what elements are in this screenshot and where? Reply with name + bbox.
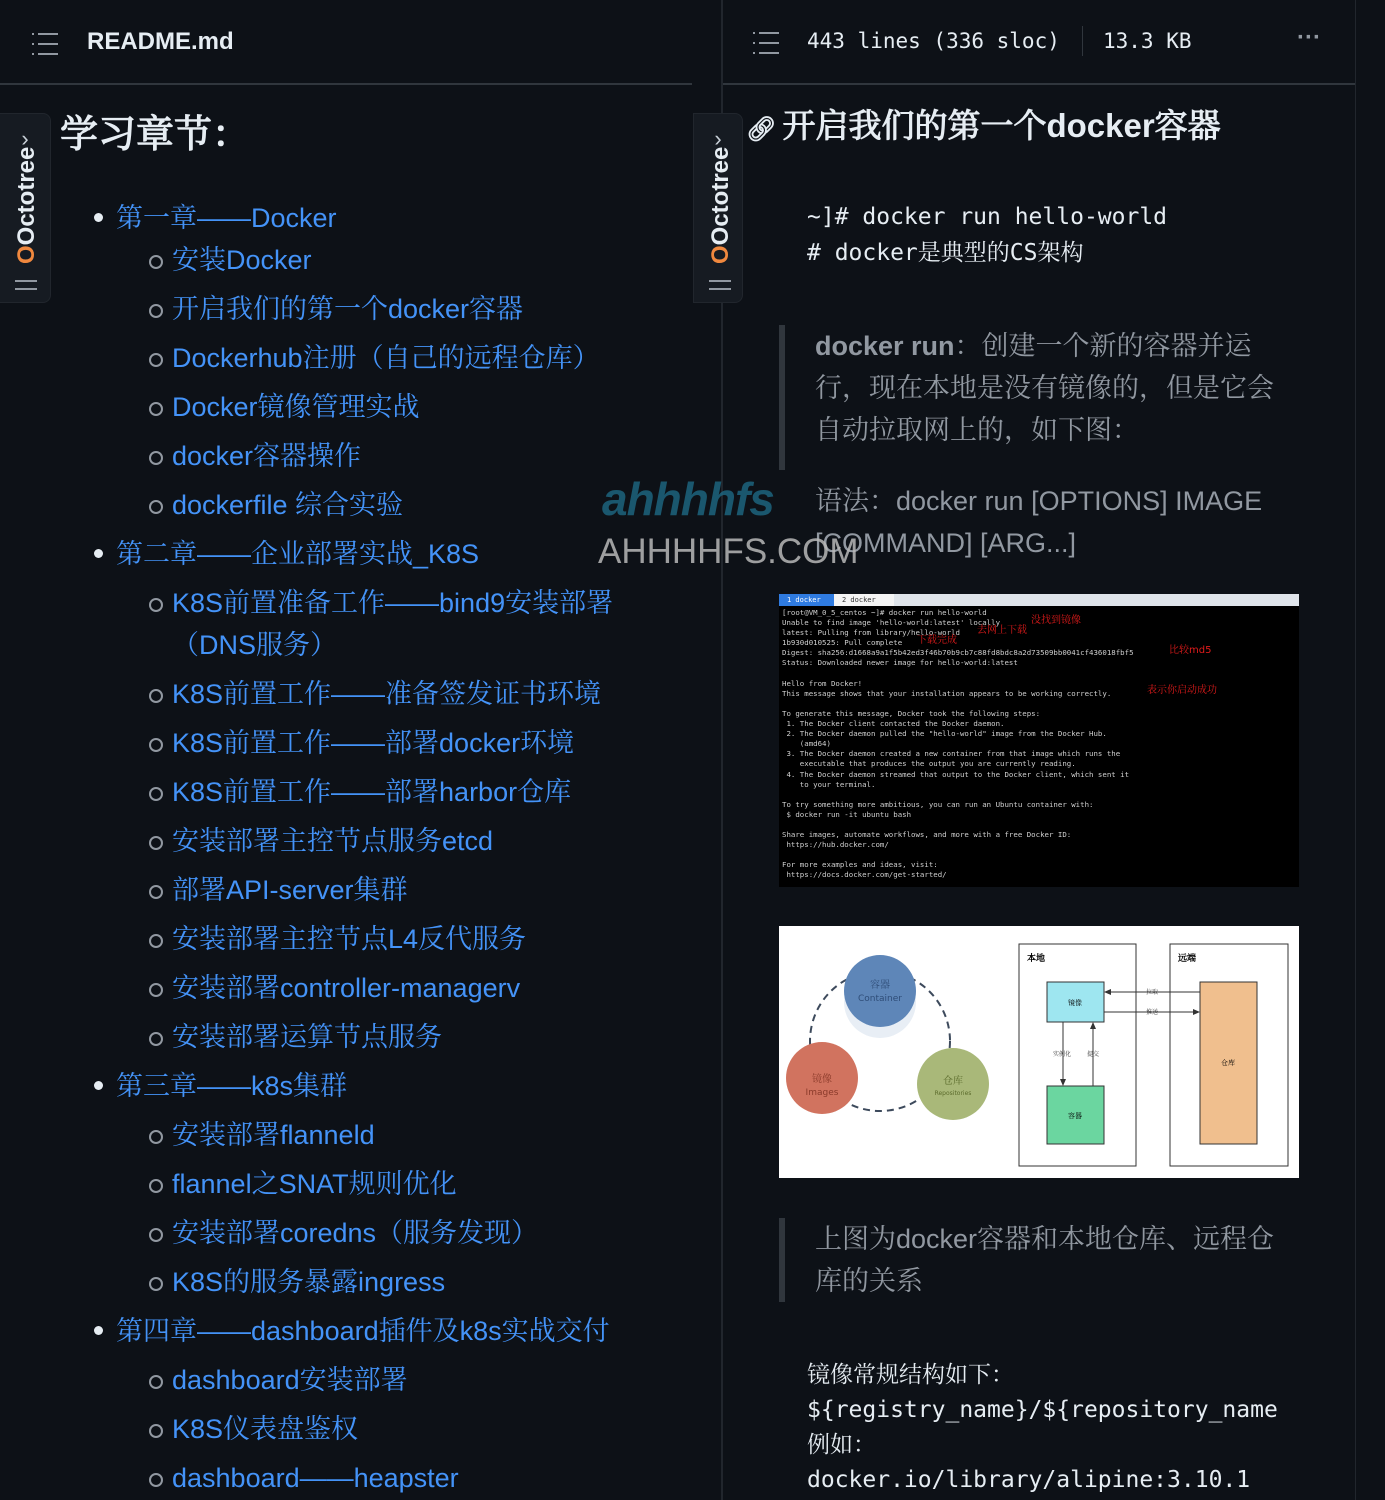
annotation: 下载完成 bbox=[917, 635, 957, 646]
section-item bbox=[60, 582, 700, 666]
section-item bbox=[60, 869, 700, 911]
terminal-output: [root@VM_0_5_centos ~]# docker run hello-world Unable to find image 'hello-world:latest' locally latest: Pulling from library/hello-world 1b930d010525: Pull complete Digest: sha256:d1668a9a1f5b42ed3f46b70b9cb7c88fd8bdc8a2d73509bb0041cf436018fbf5 Status: Downloaded newer image for hello-world:latest Hello from Docker! This message shows that your installation appears to be working correctly. To generate this message, Docker took the following steps: 1. The Docker client contacted the Docker daemon. 2. The Docker daemon pulled the "hello-world" image from the Docker Hub. (amd64) 3. The Docker daemon created a new container from that image which runs the executable that produces the output you are currently reading. 4. The Docker daemon streamed that output to the Docker client, which sent it to your terminal. To try something more ambitious, you can run an Ubuntu container with: $ docker run -it ubuntu bash Share images, automate workflows, and more with a free Docker ID: https://hub.docker.com/ For more examples and ideas, visit: https://docs.docker.com/get-started/ bbox=[782, 608, 1134, 880]
terminal-tab: 2 docker bbox=[834, 594, 894, 606]
chevron-right-icon: › bbox=[714, 126, 722, 151]
link-anchor-icon[interactable]: 🔗︎ bbox=[746, 116, 777, 143]
chapter-link[interactable]: 第二章——企业部署实战_K8S bbox=[116, 539, 480, 569]
section-item bbox=[60, 435, 700, 477]
section-link[interactable]: Docker镜像管理实战 bbox=[172, 392, 420, 422]
section-item bbox=[60, 771, 700, 813]
chapter-link[interactable]: 第三章——k8s集群 bbox=[116, 1071, 348, 1101]
annotation: 比较md5 bbox=[1169, 645, 1212, 656]
more-options-button[interactable]: ··· bbox=[1297, 24, 1321, 51]
code-line: ~]# docker run hello-world bbox=[807, 204, 1168, 230]
octotree-label: OOctotree bbox=[13, 146, 40, 264]
section-link[interactable]: flannel之SNAT规则优化 bbox=[172, 1169, 457, 1199]
section-item bbox=[60, 1359, 700, 1401]
section-link[interactable]: K8S前置工作——部署harbor仓库 bbox=[172, 777, 572, 807]
section-link[interactable]: Dockerhub注册（自己的远程仓库） bbox=[172, 343, 600, 373]
section-item bbox=[60, 1163, 700, 1205]
code-line: ${registry_name}/${repository_name bbox=[807, 1397, 1278, 1423]
outline-icon[interactable] bbox=[32, 33, 58, 55]
file-lines-info: 443 lines (336 sloc) bbox=[807, 29, 1060, 53]
quote-text: 上图为docker容器和本地仓库、远程仓库的关系 bbox=[815, 1224, 1275, 1296]
section-link[interactable]: 安装Docker bbox=[172, 245, 312, 275]
label: 镜像 bbox=[812, 1074, 832, 1085]
annotation: 表示你启动成功 bbox=[1147, 685, 1217, 696]
label: 容器 bbox=[870, 980, 890, 991]
divider bbox=[1082, 26, 1083, 56]
section-link[interactable]: 安装部署coredns（服务发现） bbox=[172, 1218, 539, 1248]
container-circle bbox=[844, 955, 916, 1027]
section-item bbox=[60, 1016, 700, 1058]
terminal-tab: 1 docker bbox=[779, 594, 834, 606]
file-title: README.md bbox=[87, 28, 234, 55]
section-link[interactable]: K8S前置准备工作——bind9安装部署（DNS服务） bbox=[172, 588, 614, 660]
section-link[interactable]: dashboard——heapster bbox=[172, 1463, 459, 1493]
section-link[interactable]: dashboard安装部署 bbox=[172, 1365, 408, 1395]
section-link[interactable]: 安装部署主控节点服务etcd bbox=[172, 826, 494, 856]
section-link[interactable]: 安装部署主控节点L4反代服务 bbox=[172, 924, 527, 954]
section-link[interactable]: 安装部署controller-managerv bbox=[172, 973, 521, 1003]
label: 提交 bbox=[1086, 1051, 1100, 1058]
section-item bbox=[60, 1212, 700, 1254]
section-link[interactable]: K8S前置工作——部署docker环境 bbox=[172, 728, 575, 758]
section-link[interactable]: 安装部署flanneld bbox=[172, 1120, 375, 1150]
code-block-2 bbox=[807, 1358, 1278, 1498]
section-item bbox=[60, 1408, 700, 1450]
section-link[interactable]: dockerfile 综合实验 bbox=[172, 490, 404, 520]
label: Container bbox=[858, 994, 902, 1004]
label: Repositories bbox=[934, 1090, 972, 1097]
section-item bbox=[60, 1457, 700, 1499]
menu-icon bbox=[709, 280, 731, 290]
chapter-link[interactable]: 第四章——dashboard插件及k8s实战交付 bbox=[116, 1316, 610, 1346]
octotree-label: OOctotree bbox=[707, 146, 734, 264]
docker-architecture-diagram bbox=[779, 926, 1299, 1178]
blockquote-1 bbox=[779, 325, 1299, 470]
scrollbar[interactable] bbox=[1355, 0, 1385, 1500]
section-item bbox=[60, 239, 700, 281]
section-item bbox=[60, 820, 700, 862]
code-line: # docker是典型的CS架构 bbox=[807, 240, 1084, 266]
section-link[interactable]: K8S的服务暴露ingress bbox=[172, 1267, 446, 1297]
right-file-header bbox=[723, 0, 1355, 85]
annotation: 没找到镜像 bbox=[1031, 615, 1081, 626]
label: 容器 bbox=[1068, 1112, 1082, 1120]
annotation: 去网上下载 bbox=[977, 625, 1027, 636]
outline-icon[interactable] bbox=[753, 32, 779, 54]
chapter-list bbox=[60, 197, 700, 1499]
label: 仓库 bbox=[1221, 1059, 1235, 1067]
watermark-text: AHHHHFS.COM bbox=[598, 532, 859, 571]
doc-heading: 🔗︎ 开启我们的第一个docker容器 bbox=[746, 107, 1221, 144]
quote-bold: docker run bbox=[815, 331, 955, 361]
label: 拉取 bbox=[1145, 989, 1159, 996]
section-item bbox=[60, 967, 700, 1009]
section-link[interactable]: K8S前置工作——准备签发证书环境 bbox=[172, 679, 602, 709]
label: 实例化 bbox=[1052, 1051, 1072, 1058]
chapter-item bbox=[60, 1310, 700, 1352]
menu-icon bbox=[15, 280, 37, 290]
label: 镜像 bbox=[1068, 999, 1082, 1007]
blockquote-2 bbox=[779, 1218, 1299, 1302]
label: 仓库 bbox=[943, 1076, 963, 1087]
label: Images bbox=[805, 1088, 839, 1098]
octotree-toggle-right[interactable] bbox=[693, 113, 743, 303]
chapter-item bbox=[60, 197, 700, 239]
code-block-1 bbox=[807, 199, 1167, 271]
chapter-item bbox=[60, 1065, 700, 1107]
left-file-header bbox=[0, 0, 692, 85]
section-link[interactable]: K8S仪表盘鉴权 bbox=[172, 1414, 359, 1444]
file-size: 13.3 KB bbox=[1103, 29, 1192, 53]
chevron-right-icon: › bbox=[21, 126, 29, 151]
section-item bbox=[60, 386, 700, 428]
section-link[interactable]: 安装部署运算节点服务 bbox=[172, 1022, 442, 1052]
octotree-toggle[interactable] bbox=[0, 113, 51, 303]
label: 推送 bbox=[1145, 1009, 1159, 1016]
section-item bbox=[60, 337, 700, 379]
section-item bbox=[60, 288, 700, 330]
watermark-logo: ahhhhfs bbox=[602, 473, 774, 525]
code-line: docker.io/library/alipine:3.10.1 bbox=[807, 1467, 1251, 1493]
section-item bbox=[60, 918, 700, 960]
section-item bbox=[60, 1114, 700, 1156]
section-item bbox=[60, 722, 700, 764]
section-item bbox=[60, 1261, 700, 1303]
syntax-text: 语法：docker run [OPTIONS] IMAGE [COMMAND] [ARG...] bbox=[815, 486, 1263, 558]
section-link[interactable]: 开启我们的第一个docker容器 bbox=[172, 294, 524, 324]
section-link[interactable]: docker容器操作 bbox=[172, 441, 362, 471]
section-link[interactable]: 部署API-server集群 bbox=[172, 875, 408, 905]
label: 远端 bbox=[1178, 954, 1197, 964]
label: 本地 bbox=[1027, 954, 1046, 964]
chapter-link[interactable]: 第一章——Docker bbox=[116, 203, 337, 233]
quote-text: ：创建一个新的容器并运行，现在本地是没有镜像的，但是它会自动拉取网上的，如下图： bbox=[815, 331, 1274, 445]
code-line: 镜像常规结构如下： bbox=[807, 1362, 1014, 1388]
code-line: 例如： bbox=[807, 1432, 876, 1458]
section-heading: 学习章节： bbox=[60, 114, 251, 156]
section-item bbox=[60, 673, 700, 715]
terminal-screenshot bbox=[779, 594, 1299, 887]
